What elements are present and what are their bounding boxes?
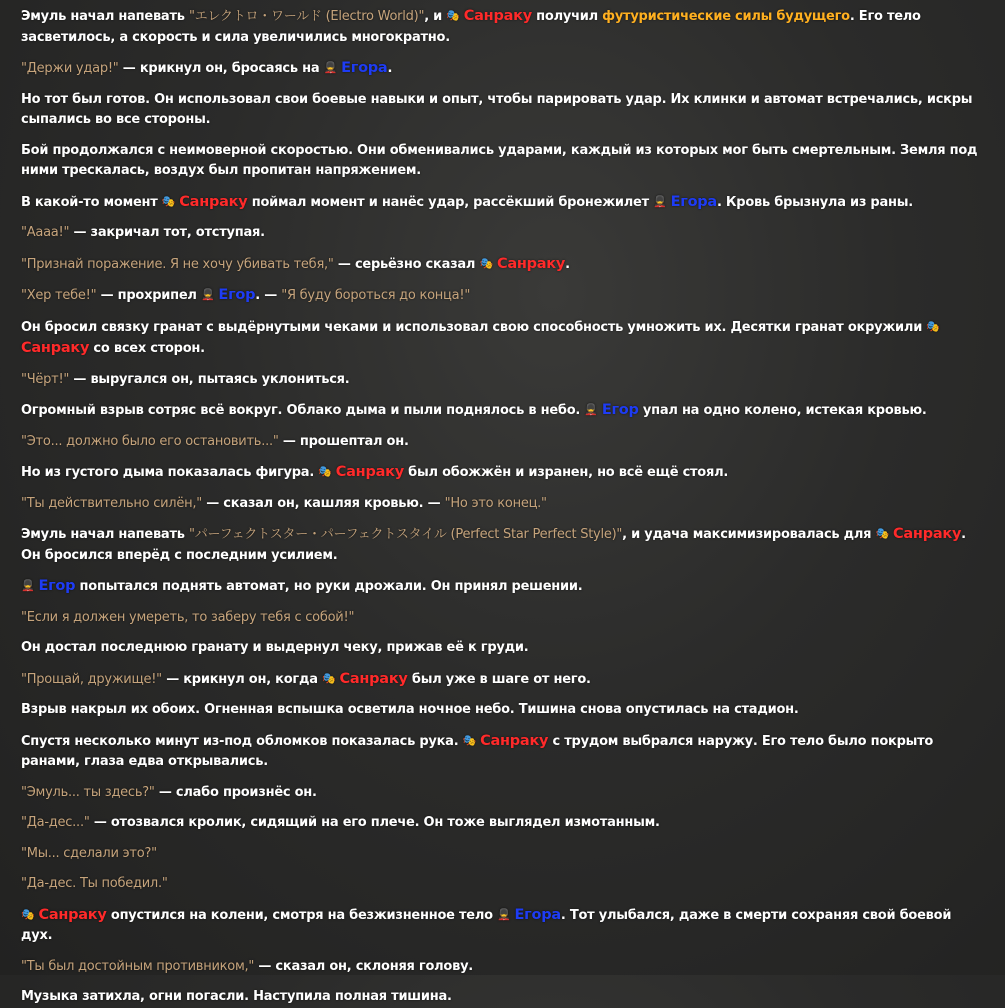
dialogue-quote: "Хер тебе!" [21, 288, 97, 303]
narration-text: — серьёзно сказал [333, 256, 480, 272]
theater-mask-icon: 🎭 [926, 319, 940, 333]
story-paragraph [21, 905, 983, 947]
dialogue-quote: "パーフェクトスター・パーフェクトスタイル (Perfect Star Perfect Style)" [189, 527, 623, 542]
character-name-sanraku: Санраку [21, 340, 90, 356]
narration-text: Музыка затихла, огни погасли. Наступила полная тишина. [21, 989, 452, 1004]
story-paragraph [21, 700, 983, 721]
story-paragraph [21, 576, 983, 598]
story-paragraph [21, 524, 983, 566]
story-paragraph [21, 432, 983, 453]
soldier-icon: 💂 [584, 403, 598, 416]
narration-text: . — [255, 288, 282, 303]
narration-text: Бой продолжался с неимоверной скоростью. Они обменивались ударами, каждый из которых мог быть смертельным. Земля под ними трескалась, воздух был пропитан напряжением. [21, 142, 978, 178]
story-paragraph [21, 494, 983, 515]
narration-text: Эмуль начал напевать [21, 9, 189, 24]
narration-text: Он бросил связку гранат с выдёрнутыми чеками и использовал свою способность умножить их. Десятки гранат окружили [21, 319, 927, 335]
soldier-icon: 💂 [21, 579, 35, 592]
narration-text: — сказал он, кашляя кровью. — [201, 495, 445, 511]
narration-text: . [565, 256, 570, 272]
soldier-icon: 💂 [200, 288, 215, 301]
character-name-egor: Егора [341, 60, 388, 76]
story-paragraph [21, 90, 983, 131]
story-paragraph [21, 813, 983, 834]
dialogue-quote: "Мы... сделали это?" [21, 845, 157, 861]
narration-text: попытался поднять автомат, но руки дрожали. Он принял решении. [75, 579, 583, 594]
character-name-sanraku: Санраку [480, 732, 549, 749]
narration-text: был уже в шаге от него. [407, 671, 591, 687]
dialogue-quote: "Эмуль... ты здесь?" [21, 784, 155, 800]
dialogue-quote: "Ты действительно силён," [21, 495, 202, 511]
dialogue-quote: "エレクトロ・ワールド (Electro World)" [189, 9, 425, 24]
narration-text: . Тот улыбался, даже в смерти сохраняя свой боевой дух. [21, 907, 952, 943]
character-name-sanraku: Санраку [339, 670, 408, 687]
dialogue-quote: "Прощай, дружище!" [21, 671, 162, 687]
story-paragraph [21, 957, 983, 978]
theater-mask-icon: 🎭 [322, 671, 336, 685]
narration-text: получил [531, 9, 603, 24]
narration-text: — крикнул он, когда [161, 671, 323, 687]
story-paragraph [21, 844, 983, 865]
dialogue-quote: "Держи удар!" [21, 61, 119, 76]
narration-text: Эмуль начал напевать [21, 527, 189, 542]
story-paragraph [21, 370, 983, 391]
theater-mask-icon: 🎭 [446, 9, 460, 22]
narration-text: — прошептал он. [278, 433, 409, 449]
narration-text: , и удача максимизировалась для [622, 527, 876, 542]
character-name-egor: Егор [601, 402, 639, 418]
narration-text: . Кровь брызнула из раны. [716, 194, 913, 210]
story-paragraph [21, 987, 983, 1008]
narration-text: Спустя несколько минут из-под обломков показалась рука. [21, 733, 463, 749]
character-name-egor: Егора [670, 193, 717, 210]
narration-text: В какой-то момент [21, 194, 162, 210]
story-paragraph [21, 141, 983, 182]
soldier-icon: 💂 [653, 194, 667, 208]
dialogue-quote: "Да-дес. Ты победил." [21, 876, 168, 891]
narration-text: — слабо произнёс он. [154, 784, 317, 800]
story-paragraph [21, 669, 983, 691]
character-name-sanraku: Санраку [179, 193, 248, 210]
dialogue-quote: "Аааа!" [21, 225, 70, 240]
narration-text: опустился на колени, смотря на безжизненное тело [106, 907, 498, 923]
narration-text: . Его тело засветилось, а скорость и сила увеличились многократно. [21, 9, 921, 45]
narration-text: Взрыв накрыл их обоих. Огненная вспышка осветила ночное небо. Тишина снова опустилась на стадион. [21, 702, 799, 717]
narration-text: — крикнул он, бросаясь на [118, 61, 324, 76]
theater-mask-icon: 🎭 [161, 194, 176, 208]
story-paragraph [21, 731, 983, 773]
story-paragraph [21, 223, 983, 244]
dialogue-quote: "Чёрт!" [21, 371, 70, 387]
narration-text: — прохрипел [96, 288, 201, 303]
narration-text: — сказал он, склоняя голову. [254, 958, 473, 974]
story-paragraph [21, 58, 983, 80]
narration-text: — выругался он, пытаясь уклониться. [69, 371, 350, 387]
story-paragraph [21, 462, 983, 484]
dialogue-quote: "Я буду бороться до конца!" [281, 288, 471, 303]
theater-mask-icon: 🎭 [21, 907, 35, 921]
narration-text: Огромный взрыв сотряс всё вокруг. Облако дыма и пыли поднялось в небо. [21, 403, 585, 418]
story-paragraph [21, 192, 983, 214]
dialogue-quote: "Признай поражение. Я не хочу убивать тебя," [21, 256, 334, 272]
narration-text: . [387, 61, 393, 76]
narration-text: с трудом выбрался наружу. Его тело было покрыто ранами, глаза едва открывались. [21, 733, 934, 769]
narration-text: поймал момент и нанёс удар, рассёкший бронежилет [247, 194, 654, 210]
highlight-text: футуристические силы будущего [602, 9, 850, 24]
character-name-egor: Егор [218, 287, 256, 303]
narration-text: со всех сторон. [89, 341, 205, 356]
character-name-egor: Егора [514, 906, 561, 923]
narration-text: — закричал тот, отступая. [69, 225, 265, 240]
narration-text: упал на одно колено, истекая кровью. [638, 403, 927, 418]
character-name-egor: Егор [38, 578, 76, 594]
theater-mask-icon: 🎭 [875, 527, 889, 540]
narration-text: — отозвался кролик, сидящий на его плече. Он тоже выглядел измотанным. [89, 815, 660, 830]
theater-mask-icon: 🎭 [318, 465, 332, 478]
story-paragraph [21, 6, 983, 48]
story-paragraph [21, 608, 983, 629]
soldier-icon: 💂 [497, 907, 511, 921]
story-paragraph [21, 400, 983, 422]
narration-text: был обожжён и изранен, но всё ещё стоял. [403, 465, 729, 480]
story-paragraph [21, 638, 983, 659]
story-paragraph [21, 254, 983, 276]
dialogue-quote: "Если я должен умереть, то заберу тебя с собой!" [21, 609, 355, 625]
dialogue-quote: "Ты был достойным противником," [21, 958, 255, 974]
narration-text: Но тот был готов. Он использовал свои боевые навыки и опыт, чтобы парировать удар. Их клинки и автомат встречались, искры сыпались во все стороны. [21, 91, 973, 127]
dialogue-quote: "Да-дес..." [21, 815, 90, 830]
character-name-sanraku: Санраку [496, 255, 566, 272]
narration-text: , и [424, 9, 447, 24]
story-paragraph [21, 783, 983, 804]
story-paragraph [21, 874, 983, 895]
character-name-sanraku: Санраку [463, 8, 532, 24]
narration-text: . Он бросился вперёд с последним усилием. [21, 527, 966, 563]
story-paragraph [21, 317, 983, 360]
soldier-icon: 💂 [323, 61, 338, 74]
character-name-sanraku: Санраку [893, 526, 962, 542]
theater-mask-icon: 🎭 [479, 256, 493, 270]
narration-text: Но из густого дыма показалась фигура. [21, 465, 319, 480]
narration-text: Он достал последнюю гранату и выдернул чеку, прижав её к груди. [21, 640, 529, 655]
character-name-sanraku: Санраку [38, 906, 107, 923]
story-paragraph [21, 285, 983, 307]
dialogue-quote: "Это... должно было его остановить..." [21, 433, 279, 449]
theater-mask-icon: 🎭 [462, 733, 477, 747]
character-name-sanraku: Санраку [335, 464, 404, 480]
dialogue-quote: "Но это конец." [444, 495, 547, 511]
